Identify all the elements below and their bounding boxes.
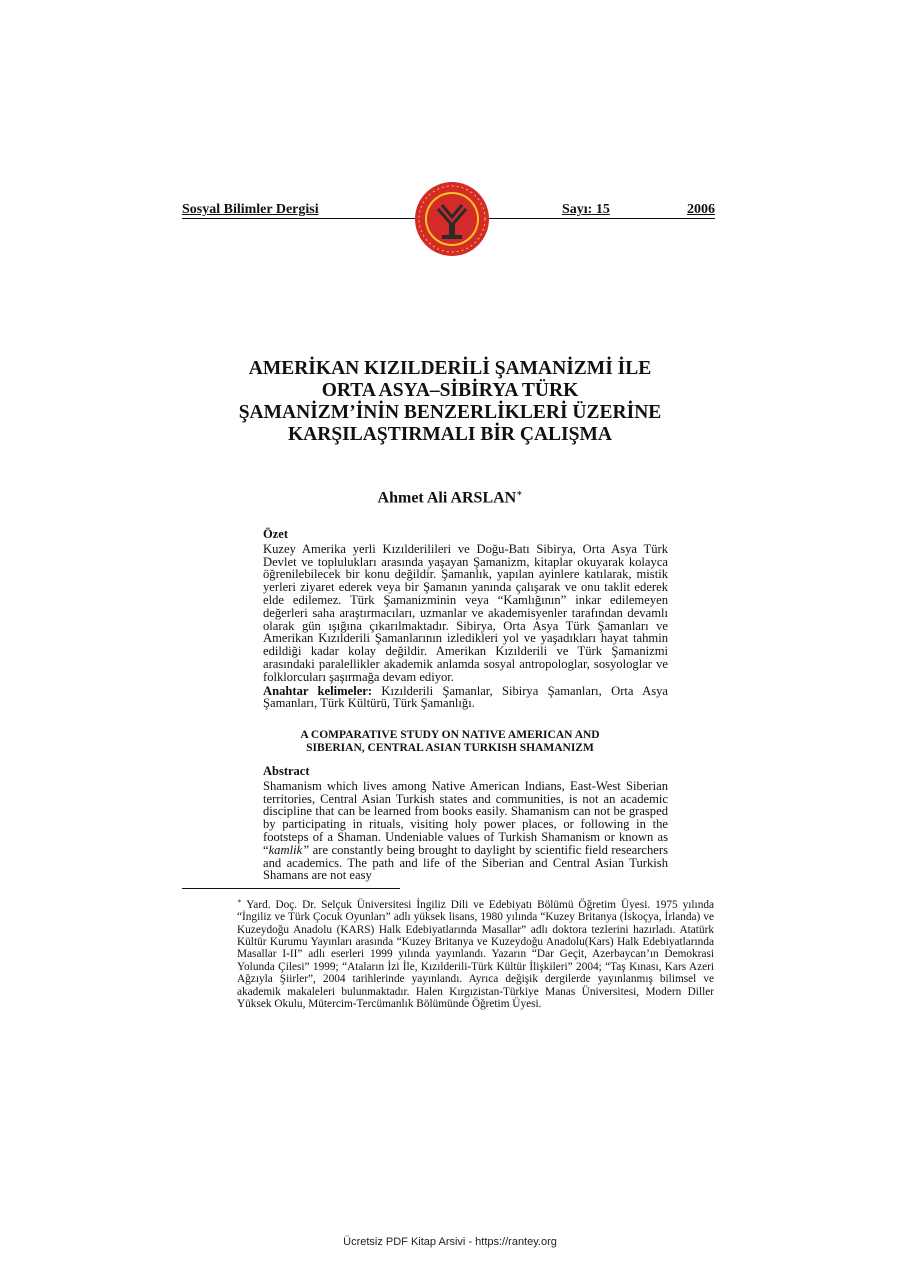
article-title (150, 358, 750, 446)
title-line: AMERİKAN KIZILDERİLİ ŞAMANİZMİ İLE (248, 358, 652, 379)
title-line: ORTA ASYA–SİBİRYA TÜRK (321, 380, 579, 401)
footnote-text: Yard. Doç. Dr. Selçuk Üniversitesi İngiliz Dili ve Edebiyatı Bölümü Öğretim Üyesi. 1975 yılında “İngiliz ve Türk Çocuk Oyunları” adlı yüksek lisans, 1980 yılında “Kuzey Britanya (İskoçya, İrlanda) ve Kuzeydoğu Anadolu (KARS) Halk Edebiyatlarında Masallar” adlı doktora tezlerini hazırladı. Atatürk Kültür Kurumu Yayınları arasında “Kuzey Britanya ve Kuzeydoğu Anadolu(Kars) Halk Edebiyatlarında Masallar I-II” adlı eserleri 1999 yılında yayınlandı. Yazarın “Dar Geçit, Azerbaycan’ın Demokrasi Yolunda Çilesi” 1999; “Ataların İzi İle, Kızılderili-Türk Kültür İlişkileri” 2004; “Taş Kınası, Kars Azeri Ağzıyla Şiirler”, 2004 tarihlerinde yayınlandı. Ayrıca değişik dergilerde yayınlanmış bilimsel ve akademik makaleleri bulunmaktadır. Halen Kırgızistan-Türkiye Manas Üniversitesi, Modern Diller Yüksek Okulu, Mütercim-Tercümanlık Bölümünde Öğretim Üyesi. (237, 898, 714, 1011)
abstract-heading: Abstract (263, 764, 310, 778)
ozet-section (263, 528, 668, 710)
footnote-mark: ∗ (237, 897, 242, 905)
keywords-paragraph (263, 685, 668, 711)
publication-year: 2006 (687, 202, 715, 217)
footnote-divider (182, 888, 400, 889)
abstract-text-part: Shamanism which lives among Native American Indians, East-West Siberian territories, Central Asian Turkish states and communities, is not an academic discipline that can be learned from books easily. Shamanism can not be grasped by participating in rituals, visiting holy power places, or following in the footsteps of a Shaman. Undeniable values of Turkish Shamanism or known as “ (263, 778, 668, 857)
abstract-text-part: are constantly being brought to daylight by scientific field researchers and academics. The path and life of the Siberian and Central Asian Turkish Shamans are not easy (263, 842, 668, 883)
watermark-text: Ücretsiz PDF Kitap Arsivi - https://rantey.org (343, 1236, 557, 1248)
university-seal-logo (414, 181, 490, 257)
abstract-section (263, 765, 668, 882)
issue-number: Sayı: 15 (562, 202, 610, 217)
english-title-line: A COMPARATIVE STUDY ON NATIVE AMERICAN AND (300, 729, 600, 741)
author-footnote-mark: ∗ (516, 488, 523, 498)
author-footnote (237, 895, 714, 1010)
english-title (250, 729, 650, 754)
keywords-text: Kızılderili Şamanlar, Sibirya Şamanları, Orta Asya Şamanları, Türk Kültürü, Türk Şamanlığı. (263, 683, 668, 711)
ozet-heading: Özet (263, 527, 288, 541)
author-line (150, 488, 750, 507)
author-name: Ahmet Ali ARSLAN (377, 489, 517, 507)
keywords-label: Anahtar kelimeler: (263, 683, 373, 698)
abstract-text (263, 780, 668, 882)
abstract-italic-term: kamlik” (268, 842, 310, 857)
english-title-line: SIBERIAN, CENTRAL ASIAN TURKISH SHAMANIZM (306, 741, 594, 754)
ozet-text: Kuzey Amerika yerli Kızılderilileri ve Doğu-Batı Sibirya, Orta Asya Türk Devlet ve toplulukları arasında yaşayan Şamanizm, kitaplar okuyarak kolayca öğrenilebilecek bir konu değildir. Şamanlık, yapılan ayinlere katılarak, mistik yerleri ziyaret ederek veya bir Şamanın yanında çalışarak ve onu taklit ederek elde edilemez. Türk Şamanizminin veya “Kamlığının” inkar edilemeyen değerleri saha araştırmacıları, uzmanlar ve akademisyenler tarafından devamlı olarak gün ışığına çıkarılmaktadır. Sibirya, Orta Asya Türk Şamanları ve Amerikan Kızılderili Şamanlarının izledikleri yol ve yaşadıkları hayat tahmin edildiği kadar kolay değildir. Amerikan Kızılderili ve Türk Şamanizmi arasındaki paralellikler akademik anlamda sosyal antropologlar, sosyologlar ve folklorcuları şaşırmağa devam ediyor. (263, 541, 668, 684)
title-line: ŞAMANİZM’İNİN BENZERLİKLERİ ÜZERİNE (238, 402, 662, 423)
journal-name: Sosyal Bilimler Dergisi (182, 202, 319, 217)
title-line: KARŞILAŞTIRMALI BİR ÇALIŞMA (288, 424, 612, 445)
